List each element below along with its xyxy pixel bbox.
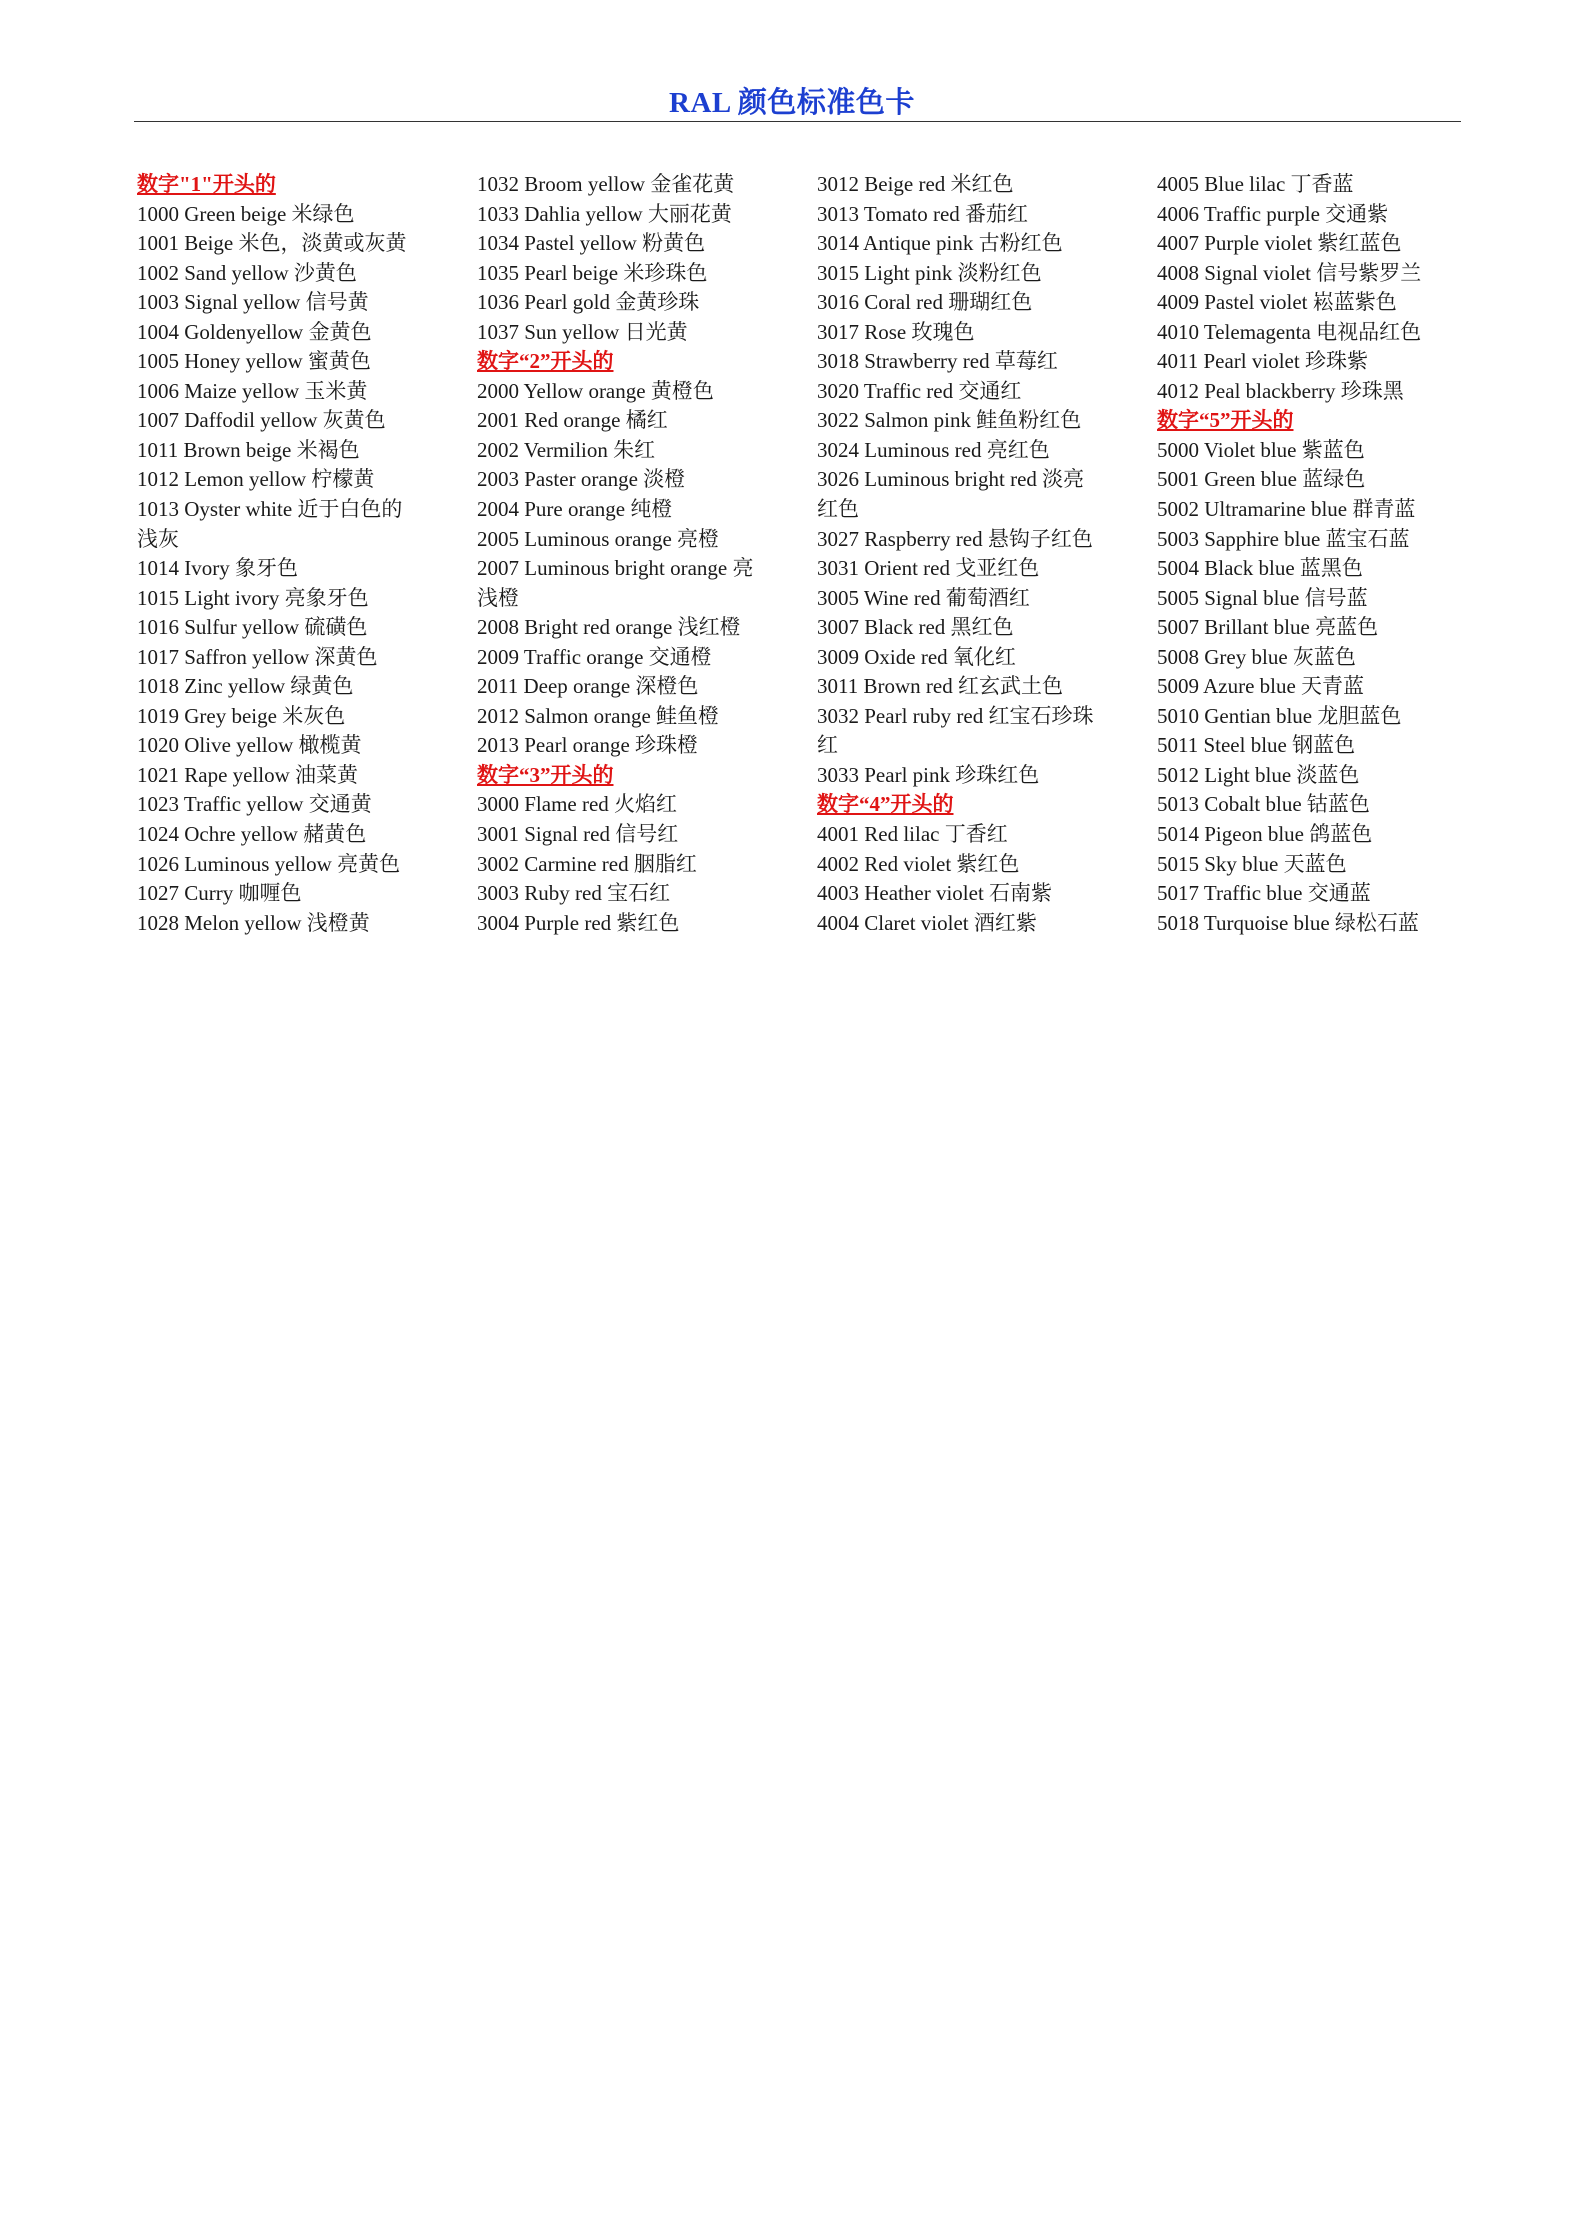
color-entry: 3005 Wine red 葡萄酒红 <box>817 585 1030 610</box>
color-entry: 3017 Rose 玫瑰色 <box>817 319 975 344</box>
color-entry: 5014 Pigeon blue 鸽蓝色 <box>1157 822 1373 847</box>
color-entry: 2012 Salmon orange 鲑鱼橙 <box>477 703 720 728</box>
color-entry: 2004 Pure orange 纯橙 <box>477 497 673 522</box>
color-entry: 1017 Saffron yellow 深黄色 <box>137 644 378 669</box>
color-entry: 3031 Orient red 戈亚红色 <box>817 556 1040 581</box>
color-entry: 3020 Traffic red 交通红 <box>817 378 1022 403</box>
color-entry: 5003 Sapphire blue 蓝宝石蓝 <box>1157 526 1410 551</box>
color-entry: 1018 Zinc yellow 绿黄色 <box>137 674 354 699</box>
color-entry: 1013 Oyster white 近于白色的 <box>137 497 403 522</box>
color-entry: 3014 Antique pink 古粉红色 <box>817 231 1063 256</box>
color-entry: 3027 Raspberry red 悬钩子红色 <box>817 526 1093 551</box>
color-column-1 <box>137 170 467 938</box>
color-entry: 3033 Pearl pink 珍珠红色 <box>817 762 1040 787</box>
color-entry: 3007 Black red 黑红色 <box>817 615 1014 640</box>
color-entry: 4008 Signal violet 信号紫罗兰 <box>1157 260 1422 285</box>
color-entry: 3022 Salmon pink 鲑鱼粉红色 <box>817 408 1082 433</box>
color-entry: 1036 Pearl gold 金黄珍珠 <box>477 290 700 315</box>
color-entry: 2007 Luminous bright orange 亮 <box>477 556 754 581</box>
color-entry: 5018 Turquoise blue 绿松石蓝 <box>1157 910 1419 935</box>
color-column-4 <box>1157 170 1487 938</box>
color-entry: 3004 Purple red 紫红色 <box>477 910 680 935</box>
color-entry: 4009 Pastel violet 崧蓝紫色 <box>1157 290 1397 315</box>
color-entry: 1035 Pearl beige 米珍珠色 <box>477 260 708 285</box>
color-entry: 1007 Daffodil yellow 灰黄色 <box>137 408 386 433</box>
color-entry: 1024 Ochre yellow 赭黄色 <box>137 822 367 847</box>
color-entry: 3016 Coral red 珊瑚红色 <box>817 290 1033 315</box>
color-entry: 1004 Goldenyellow 金黄色 <box>137 319 372 344</box>
color-entry: 4006 Traffic purple 交通紫 <box>1157 201 1389 226</box>
color-entry: 2009 Traffic orange 交通橙 <box>477 644 712 669</box>
color-entry: 1037 Sun yellow 日光黄 <box>477 319 688 344</box>
color-entry: 4010 Telemagenta 电视品红色 <box>1157 319 1422 344</box>
color-entry: 1003 Signal yellow 信号黄 <box>137 290 369 315</box>
page-title: RAL 颜色标准色卡 <box>669 87 915 119</box>
color-entry: 5008 Grey blue 灰蓝色 <box>1157 644 1356 669</box>
color-entry: 3000 Flame red 火焰红 <box>477 792 678 817</box>
color-entry: 5002 Ultramarine blue 群青蓝 <box>1157 497 1416 522</box>
color-entry: 5000 Violet blue 紫蓝色 <box>1157 437 1365 462</box>
color-entry: 1028 Melon yellow 浅橙黄 <box>137 910 370 935</box>
color-entry: 红 <box>817 733 838 758</box>
color-entry: 1034 Pastel yellow 粉黄色 <box>477 231 706 256</box>
color-entry: 浅橙 <box>477 585 519 610</box>
color-entry: 5012 Light blue 淡蓝色 <box>1157 762 1360 787</box>
section-heading: 数字“3”开头的 <box>477 762 614 787</box>
color-entry: 1001 Beige 米色，淡黄或灰黄 <box>137 231 407 256</box>
color-entry: 3012 Beige red 米红色 <box>817 172 1014 196</box>
color-entry: 3032 Pearl ruby red 红宝石珍珠 <box>817 703 1094 728</box>
color-entry: 2011 Deep orange 深橙色 <box>477 674 699 699</box>
color-entry: 5004 Black blue 蓝黑色 <box>1157 556 1363 581</box>
color-entry: 3002 Carmine red 胭脂红 <box>477 851 697 876</box>
color-entry: 1016 Sulfur yellow 硫磺色 <box>137 615 368 640</box>
color-entry: 3011 Brown red 红玄武土色 <box>817 674 1063 699</box>
color-entry: 4004 Claret violet 酒红紫 <box>817 910 1037 935</box>
color-entry: 1026 Luminous yellow 亮黄色 <box>137 851 401 876</box>
color-entry: 2002 Vermilion 朱红 <box>477 437 656 462</box>
color-column-3 <box>817 170 1147 938</box>
color-entry: 5009 Azure blue 天青蓝 <box>1157 674 1365 699</box>
color-entry: 3003 Ruby red 宝石红 <box>477 881 671 906</box>
color-entry: 1023 Traffic yellow 交通黄 <box>137 792 372 817</box>
color-entry: 3009 Oxide red 氧化红 <box>817 644 1016 669</box>
section-heading: 数字“5”开头的 <box>1157 408 1294 433</box>
color-entry: 1027 Curry 咖喱色 <box>137 881 302 906</box>
color-entry: 5005 Signal blue 信号蓝 <box>1157 585 1368 610</box>
color-entry: 5017 Traffic blue 交通蓝 <box>1157 881 1371 906</box>
color-entry: 4005 Blue lilac 丁香蓝 <box>1157 172 1354 196</box>
section-heading: 数字"1"开头的 <box>137 172 276 196</box>
section-heading: 数字“4”开头的 <box>817 792 954 817</box>
color-entry: 1015 Light ivory 亮象牙色 <box>137 585 369 610</box>
color-column-2 <box>477 170 807 938</box>
color-entry: 浅灰 <box>137 526 179 551</box>
color-entry: 5001 Green blue 蓝绿色 <box>1157 467 1366 492</box>
color-entry: 2001 Red orange 橘红 <box>477 408 668 433</box>
title-divider <box>134 121 1461 122</box>
color-entry: 3026 Luminous bright red 淡亮 <box>817 467 1085 492</box>
color-entry: 5011 Steel blue 钢蓝色 <box>1157 733 1356 758</box>
color-entry: 4001 Red lilac 丁香红 <box>817 822 1008 847</box>
color-entry: 1000 Green beige 米绿色 <box>137 201 355 226</box>
color-entry: 1012 Lemon yellow 柠檬黄 <box>137 467 375 492</box>
color-entry: 4012 Peal blackberry 珍珠黑 <box>1157 378 1404 403</box>
color-entry: 3024 Luminous red 亮红色 <box>817 437 1050 462</box>
color-entry: 1033 Dahlia yellow 大丽花黄 <box>477 201 732 226</box>
color-entry: 5010 Gentian blue 龙胆蓝色 <box>1157 703 1402 728</box>
color-entry: 2003 Paster orange 淡橙 <box>477 467 686 492</box>
color-entry: 4003 Heather violet 石南紫 <box>817 881 1053 906</box>
color-entry: 5015 Sky blue 天蓝色 <box>1157 851 1347 876</box>
color-entry: 5007 Brillant blue 亮蓝色 <box>1157 615 1379 640</box>
color-entry: 1006 Maize yellow 玉米黄 <box>137 378 368 403</box>
color-entry: 1021 Rape yellow 油菜黄 <box>137 762 359 787</box>
color-entry: 3015 Light pink 淡粉红色 <box>817 260 1042 285</box>
color-entry: 1020 Olive yellow 橄榄黄 <box>137 733 362 758</box>
color-entry: 1019 Grey beige 米灰色 <box>137 703 346 728</box>
section-heading: 数字“2”开头的 <box>477 349 614 374</box>
color-entry: 2000 Yellow orange 黄橙色 <box>477 378 714 403</box>
color-entry: 4007 Purple violet 紫红蓝色 <box>1157 231 1402 256</box>
color-entry: 2013 Pearl orange 珍珠橙 <box>477 733 699 758</box>
color-entry: 2008 Bright red orange 浅红橙 <box>477 615 741 640</box>
color-entry: 1005 Honey yellow 蜜黄色 <box>137 349 371 374</box>
color-entry: 1011 Brown beige 米褐色 <box>137 437 360 462</box>
color-entry: 2005 Luminous orange 亮橙 <box>477 526 720 551</box>
color-entry: 3001 Signal red 信号红 <box>477 822 679 847</box>
color-entry: 1014 Ivory 象牙色 <box>137 556 298 581</box>
color-entry: 3018 Strawberry red 草莓红 <box>817 349 1058 374</box>
color-entry: 4011 Pearl violet 珍珠紫 <box>1157 349 1368 374</box>
color-entry: 3013 Tomato red 番茄红 <box>817 201 1029 226</box>
color-entry: 1002 Sand yellow 沙黄色 <box>137 260 357 285</box>
color-entry: 1032 Broom yellow 金雀花黄 <box>477 172 735 196</box>
color-entry: 4002 Red violet 紫红色 <box>817 851 1020 876</box>
color-entry: 红色 <box>817 497 859 522</box>
color-entry: 5013 Cobalt blue 钴蓝色 <box>1157 792 1370 817</box>
